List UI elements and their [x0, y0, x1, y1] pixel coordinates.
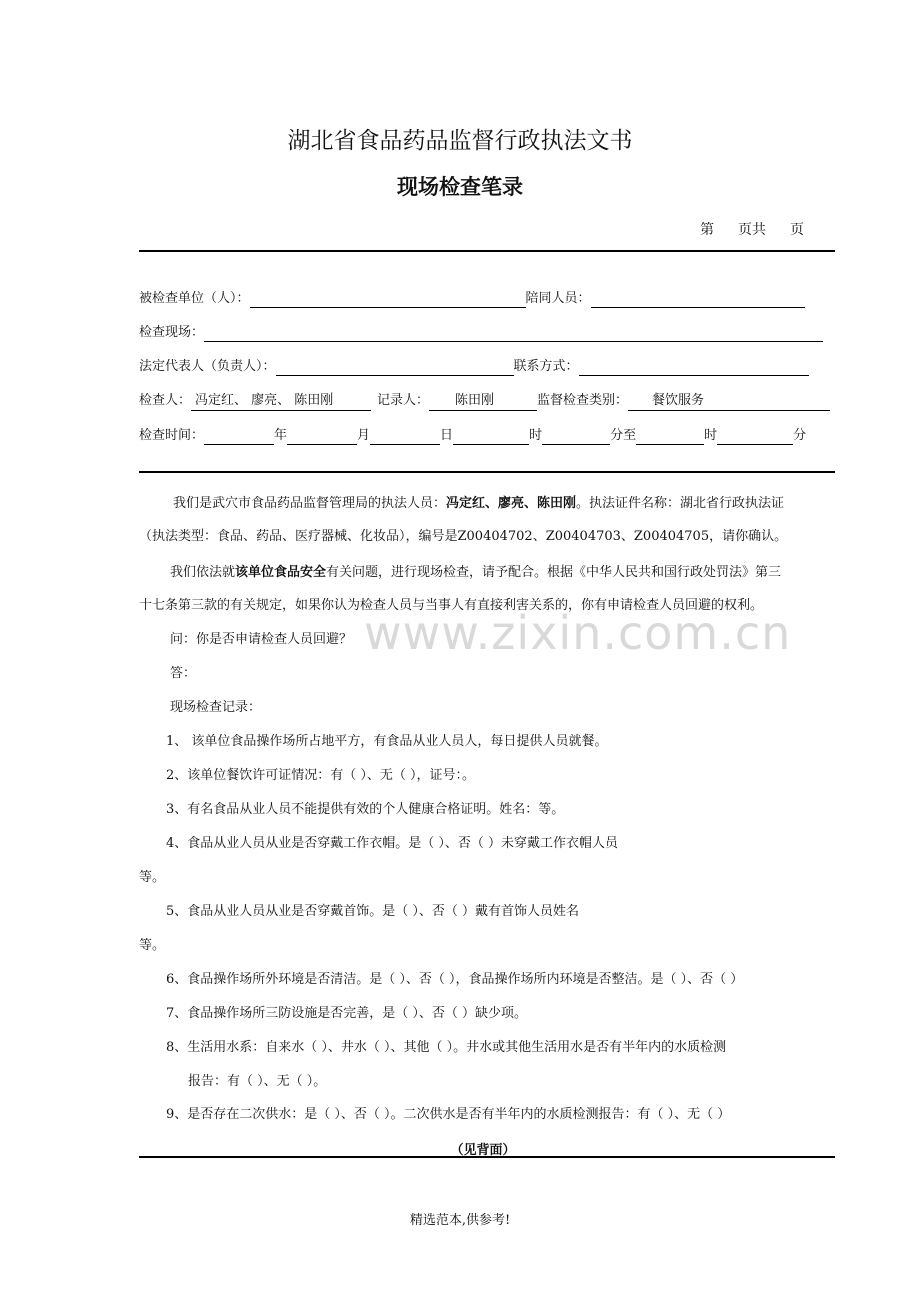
item3-text-c: 等。 — [538, 802, 565, 817]
site-label: 检查现场： — [139, 325, 205, 340]
see-back-note: （见背面） — [450, 1143, 516, 1158]
month-label: 月 — [357, 428, 371, 443]
inspector-row — [139, 392, 830, 411]
site-field[interactable] — [204, 327, 823, 342]
page-di: 第 — [700, 222, 714, 238]
document-title: 湖北省食品药品监督行政执法文书 — [287, 128, 633, 154]
footer-note: 精选范本,供参考! — [409, 1213, 511, 1228]
item7-text-b: 。 — [514, 1006, 528, 1021]
category-label: 监督检查类别： — [537, 393, 629, 408]
accompany-label: 陪同人员： — [525, 291, 591, 306]
item-8-line1: 8、生活用水系：自来水（ ）、井水（ ）、其他（ ）。井水或其他生活用水是否有半年内的水质检测 — [166, 1040, 727, 1055]
inspected-unit-field[interactable] — [250, 293, 526, 308]
hour2-field[interactable] — [636, 430, 704, 445]
legal-paragraph-line1 — [170, 564, 781, 582]
legal-paragraph-line2: 十七条第三款的有关规定，如果你认为检查人员与当事人有直接利害关系的，你有申请检查人员回避的权利。 — [139, 598, 764, 613]
year-label: 年 — [274, 428, 288, 443]
intro-paragraph-line2: （执法类型：食品、药品、医疗器械、化妆品），编号是Z00404702、Z00404703、Z00404705，请你确认。 — [139, 529, 788, 544]
item-3 — [166, 801, 564, 819]
day-field[interactable] — [370, 430, 440, 445]
item3-text-a: 3、有 — [166, 802, 201, 817]
accompany-field[interactable] — [591, 293, 805, 308]
minute-field[interactable] — [542, 430, 610, 445]
hour-field[interactable] — [453, 430, 529, 445]
item-2 — [166, 767, 475, 785]
inspector-names: 冯定红、廖亮、陈田刚 — [446, 496, 577, 511]
minute2-field[interactable] — [717, 430, 793, 445]
inspected-unit-label: 被检查单位（人）： — [139, 291, 250, 306]
item-5 — [166, 903, 579, 921]
intro-paragraph-line1 — [173, 495, 784, 513]
item-8-line2: 报告：有（ ）、无（ ）。 — [188, 1074, 327, 1089]
item1-text-d: 人员就餐。 — [542, 734, 608, 749]
watermark: www.zixin.com.cn — [364, 606, 792, 660]
intro-text-b: 。执法证件名称：湖北省行政执法证 — [576, 496, 785, 511]
site-row — [139, 324, 823, 342]
legal-bold: 该单位食品安全 — [235, 565, 327, 580]
time-label: 检查时间： — [139, 428, 205, 443]
item-6: 6、食品操作场所外环境是否清洁。是（ ）、否（ ），食品操作场所内环境是否整洁。是（ ）、否（ ） — [166, 972, 744, 987]
answer-line[interactable]: 答： — [170, 666, 197, 681]
item3-text-b: 名食品从业人员不能提供有效的个人健康合格证明。姓名： — [200, 802, 539, 817]
item4-text-a: 4、食品从业人员从业是否穿戴工作衣帽。是（ ）、否（ ）未穿戴工作衣帽人员 — [166, 836, 619, 851]
contact-label: 联系方式： — [513, 359, 579, 374]
recorder-label: 记录人： — [377, 393, 430, 408]
record-title: 现场检查记录： — [170, 700, 262, 715]
legal-rep-row — [139, 358, 809, 376]
item5-suffix: 等。 — [139, 938, 166, 953]
item5-text-a: 5、食品从业人员从业是否穿戴首饰。是（ ）、否（ ）戴有首饰人员姓名 — [166, 904, 580, 919]
intro-text-a: 我们是武穴市食品药品监督管理局的执法人员： — [173, 496, 447, 511]
recorder-value[interactable]: 陈田刚 — [429, 392, 537, 411]
item2-text-b: 。 — [462, 768, 476, 783]
inspection-time-row — [139, 427, 806, 445]
item4-suffix: 等。 — [139, 870, 166, 885]
inspector-label: 检查人： — [139, 393, 192, 408]
top-rule — [139, 250, 835, 252]
minute-to-label: 分至 — [610, 428, 637, 443]
item-4 — [166, 835, 618, 853]
item-9: 9、是否存在二次供水：是（ ）、否（ ）。二次供水是否有半年内的水质检测报告：有（ ）、无（ ） — [166, 1107, 731, 1122]
item1-text-c: 人，每日提供 — [464, 734, 543, 749]
bottom-rule — [139, 1156, 835, 1158]
question-line: 问：你是否申请检查人员回避？ — [170, 632, 353, 647]
item1-text-a: 1、 该单位食品操作场所占地 — [166, 734, 335, 749]
item-7 — [166, 1005, 527, 1023]
legal-rep-label: 法定代表人（负责人）： — [139, 359, 276, 374]
contact-field[interactable] — [579, 361, 809, 376]
category-value[interactable]: 餐饮服务 — [628, 392, 830, 411]
page-ye-gong: 页共 — [738, 222, 766, 238]
month-field[interactable] — [287, 430, 357, 445]
page-ye: 页 — [790, 222, 804, 238]
item-1 — [166, 733, 607, 751]
item2-text-a: 2、该单位餐饮许可证情况：有（ ）、无（ ），证号： — [166, 768, 463, 783]
day-label: 日 — [440, 428, 454, 443]
middle-rule — [139, 471, 835, 473]
legal-text-b: 有关问题，进行现场检查，请予配合。根据《中华人民共和国行政处罚法》第三 — [326, 565, 782, 580]
year-field[interactable] — [204, 430, 274, 445]
document-subtitle: 现场检查笔录 — [397, 175, 523, 199]
hour2-label: 时 — [704, 428, 718, 443]
inspected-unit-row — [139, 290, 805, 308]
legal-text-a: 我们依法就 — [170, 565, 236, 580]
inspector-value[interactable]: 冯定红、 廖亮、 陈田刚 — [191, 392, 371, 411]
item1-text-b: 平方，有食品从业人员 — [334, 734, 465, 749]
page-indicator — [700, 219, 804, 239]
item7-text-a: 7、食品操作场所三防设施是否完善，是（ ）、否（ ）缺少项 — [166, 1006, 515, 1021]
minute-label: 分 — [793, 428, 807, 443]
legal-rep-field[interactable] — [276, 361, 514, 376]
hour-label: 时 — [529, 428, 543, 443]
